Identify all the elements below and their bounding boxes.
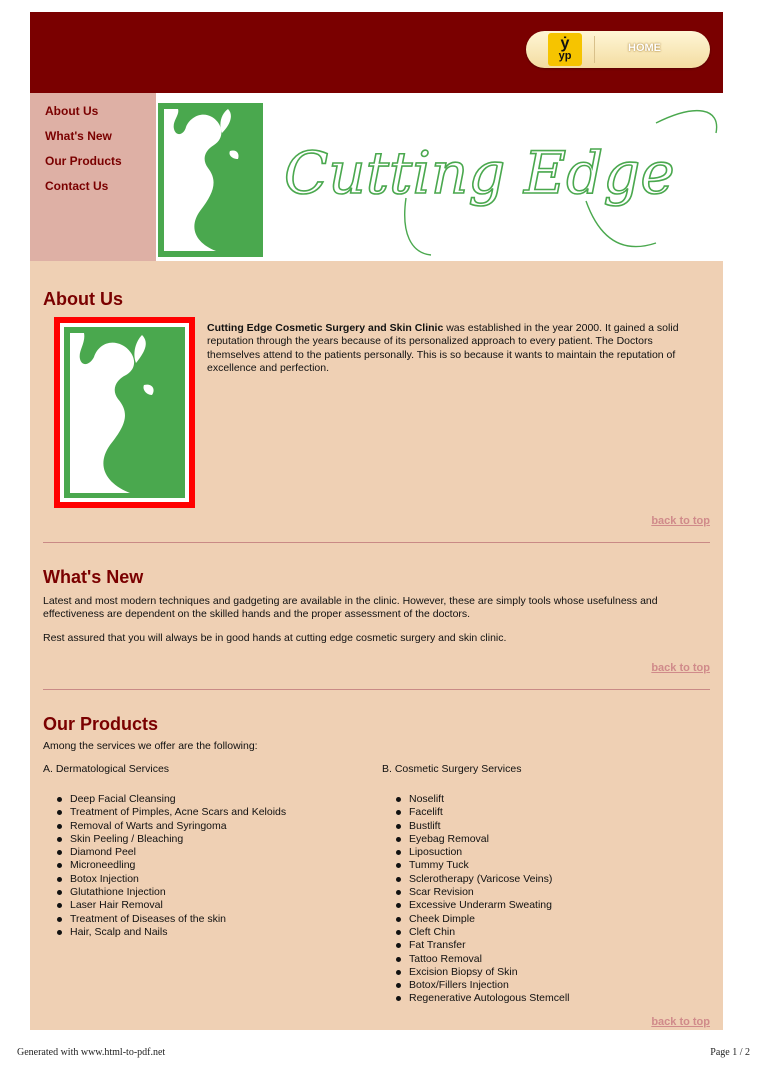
service-item: Diamond Peel [43,846,363,859]
service-item: Fat Transfer [382,939,702,952]
service-item: Regenerative Autologous Stemcell [382,992,702,1005]
service-item: Skin Peeling / Bleaching [43,833,363,846]
whats-new-paragraph-2: Rest assured that you will always be in good hands at cutting edge cosmetic surgery and skin clinic. [43,632,507,644]
products-intro: Among the services we offer are the following: [43,740,258,752]
service-item: Hair, Scalp and Nails [43,926,363,939]
service-item: Scar Revision [382,886,702,899]
derm-heading: A. Dermatological Services [43,763,170,775]
service-item: Microneedling [43,859,363,872]
company-name: Cutting Edge Cosmetic Surgery and Skin Clinic [207,322,444,334]
whats-new-title: What's New [43,567,144,587]
about-image [54,317,195,508]
service-item: Botox Injection [43,873,363,886]
service-item: Tummy Tuck [382,859,702,872]
nav-contact-us[interactable]: Contact Us [45,179,109,193]
yp-logo-text: yp [558,50,572,62]
service-item: Deep Facial Cleansing [43,793,363,806]
banner [156,93,723,261]
header-bar [30,12,723,93]
service-item: Glutathione Injection [43,886,363,899]
service-item: Cheek Dimple [382,913,702,926]
logo-figure-icon [60,323,189,502]
nav-our-products[interactable]: Our Products [45,154,122,168]
service-item: Liposuction [382,846,702,859]
service-item: Excessive Underarm Sweating [382,899,702,912]
service-item: Bustlift [382,820,702,833]
cutting-edge-logo [156,93,723,261]
divider [594,36,595,63]
back-to-top-link[interactable]: back to top [651,662,710,674]
service-item: Treatment of Pimples, Acne Scars and Keloids [43,806,363,819]
whats-new-paragraph-1: Latest and most modern techniques and gadgeting are available in the clinic. However, these are simply tools whose usefulness and effectiveness are dependent on the skilled hands and the proper assessment of the doctors. [43,595,658,621]
service-item: Facelift [382,806,702,819]
service-item: Excision Biopsy of Skin [382,966,702,979]
service-item: Tattoo Removal [382,953,702,966]
footer-generated: Generated with www.html-to-pdf.net [17,1047,166,1058]
service-item: Removal of Warts and Syringoma [43,820,363,833]
about-title: About Us [43,289,123,309]
yellow-pages-icon: ẏ yp [548,33,582,66]
service-item: Laser Hair Removal [43,899,363,912]
products-title: Our Products [43,714,159,734]
nav-about-us[interactable]: About Us [45,104,99,118]
back-to-top-link[interactable]: back to top [651,1016,710,1028]
nav-whats-new[interactable]: What's New [45,129,112,143]
side-nav [30,93,156,261]
service-item: Noselift [382,793,702,806]
service-item: Botox/Fillers Injection [382,979,702,992]
home-button[interactable] [526,31,710,68]
service-item: Sclerotherapy (Varicose Veins) [382,873,702,886]
footer-page-number: Page 1 / 2 [710,1047,750,1058]
page-container [30,12,723,1030]
logo-text: Cutting Edge [284,139,675,207]
surgery-services-list [382,793,702,1006]
service-item: Eyebag Removal [382,833,702,846]
home-label: HOME [628,42,661,54]
surgery-heading: B. Cosmetic Surgery Services [382,763,522,775]
section-divider [43,689,710,690]
section-divider [43,542,710,543]
service-item: Treatment of Diseases of the skin [43,913,363,926]
derm-services-list [43,793,363,939]
service-item: Cleft Chin [382,926,702,939]
back-to-top-link[interactable]: back to top [651,515,710,527]
about-description: was established in the year 2000. It gained a solid reputation through the years because of its personalized approach to every patient. The Doctors themselves attend to the patients personally. This is so because it wants to maintain the reputation of excellence and perfection. [207,322,679,374]
about-text [207,322,707,375]
